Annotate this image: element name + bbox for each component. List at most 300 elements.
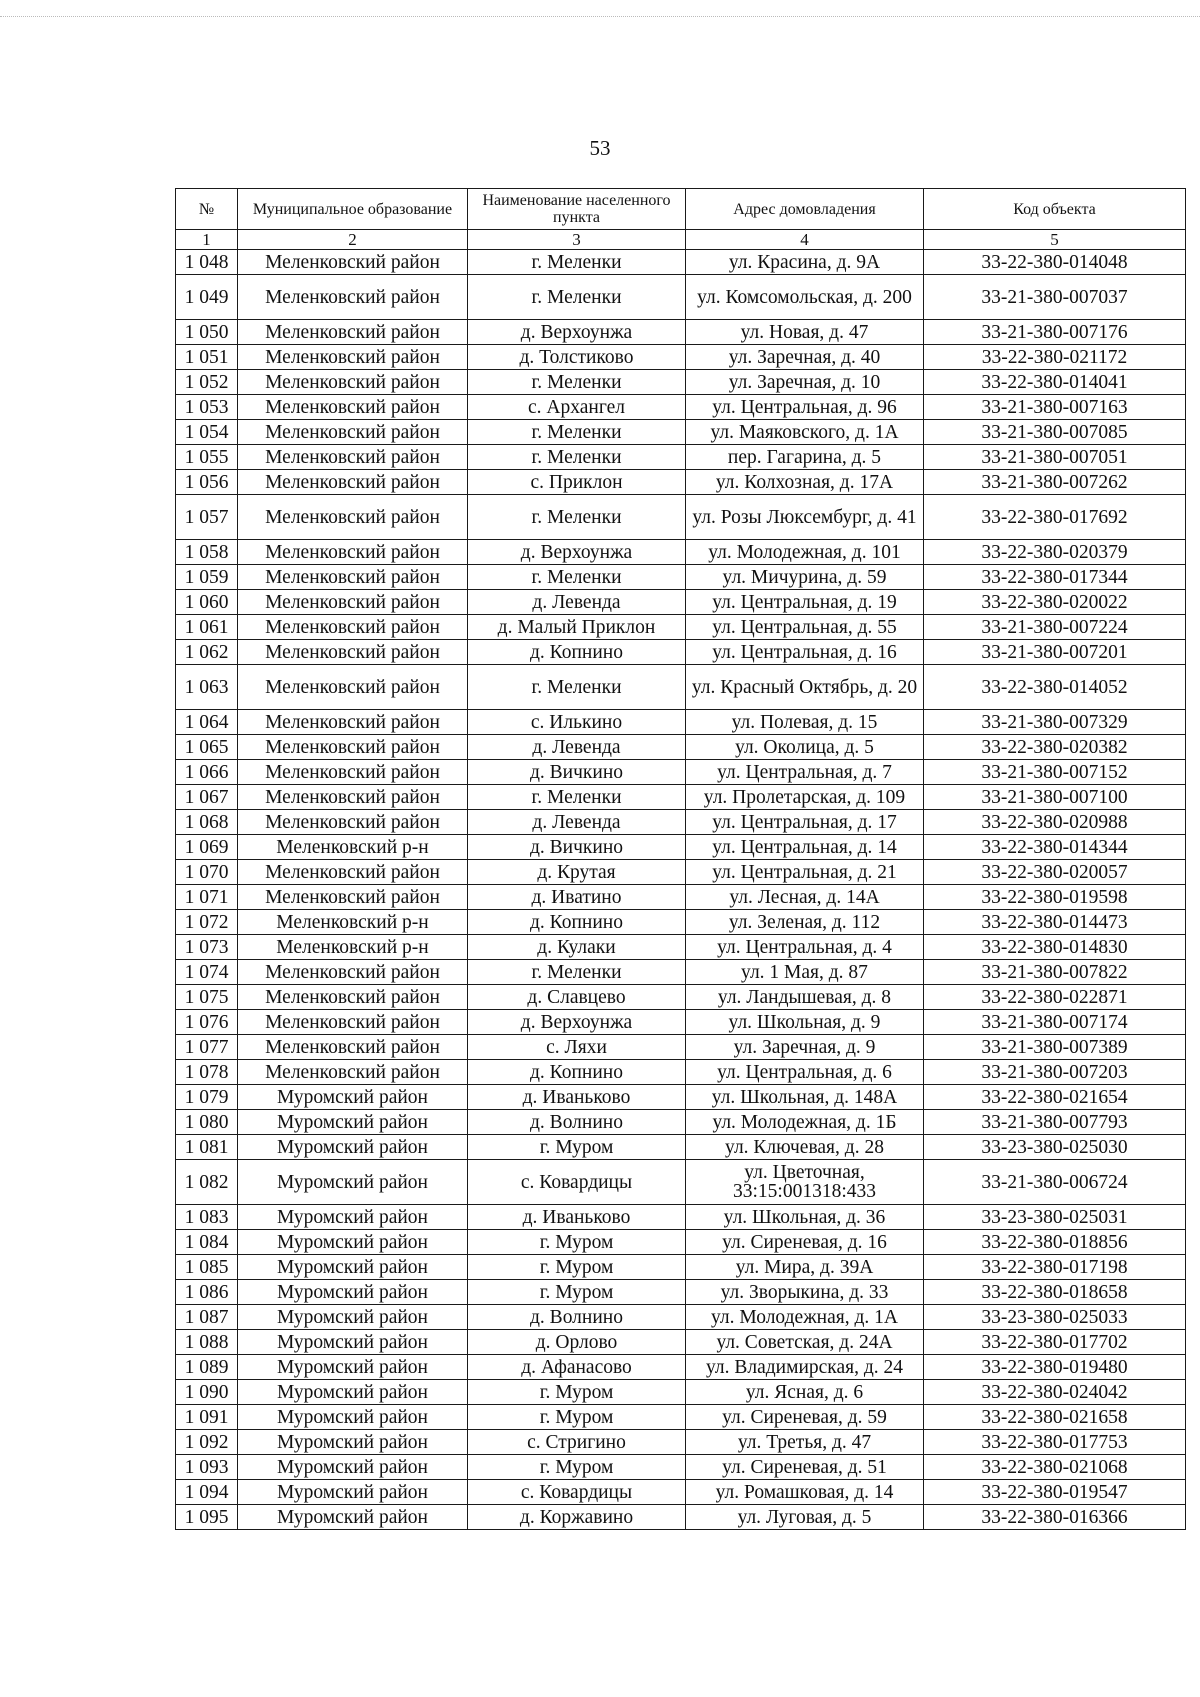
table-row	[176, 565, 1186, 590]
cell-number: 1 054	[176, 420, 238, 445]
cell-object-code: 33-21-380-007037	[924, 275, 1186, 320]
cell-object-code: 33-21-380-007176	[924, 320, 1186, 345]
cell-municipality: Меленковский район	[238, 275, 468, 320]
cell-settlement: г. Меленки	[468, 785, 686, 810]
cell-object-code: 33-22-380-018658	[924, 1280, 1186, 1305]
cell-number: 1 057	[176, 495, 238, 540]
cell-number: 1 090	[176, 1380, 238, 1405]
registry-table	[175, 188, 1186, 1530]
cell-municipality: Меленковский район	[238, 395, 468, 420]
table-row	[176, 1205, 1186, 1230]
table-row	[176, 345, 1186, 370]
cell-address: ул. Маяковского, д. 1А	[686, 420, 924, 445]
cell-number: 1 050	[176, 320, 238, 345]
cell-settlement: г. Меленки	[468, 420, 686, 445]
cell-address: ул. Новая, д. 47	[686, 320, 924, 345]
cell-object-code: 33-22-380-017702	[924, 1330, 1186, 1355]
cell-address: ул. Полевая, д. 15	[686, 710, 924, 735]
cell-municipality: Меленковский район	[238, 860, 468, 885]
cell-number: 1 076	[176, 1010, 238, 1035]
cell-settlement: с. Ковардицы	[468, 1480, 686, 1505]
table-row	[176, 665, 1186, 710]
cell-municipality: Муромский район	[238, 1205, 468, 1230]
table-row	[176, 785, 1186, 810]
cell-number: 1 051	[176, 345, 238, 370]
cell-number: 1 072	[176, 910, 238, 935]
cell-number: 1 082	[176, 1160, 238, 1205]
cell-object-code: 33-21-380-007224	[924, 615, 1186, 640]
table-row	[176, 910, 1186, 935]
cell-number: 1 062	[176, 640, 238, 665]
cell-address: ул. Ключевая, д. 28	[686, 1135, 924, 1160]
table-row	[176, 1505, 1186, 1530]
cell-object-code: 33-22-380-021654	[924, 1085, 1186, 1110]
cell-address: ул. Пролетарская, д. 109	[686, 785, 924, 810]
cell-settlement: д. Крутая	[468, 860, 686, 885]
cell-object-code: 33-23-380-025033	[924, 1305, 1186, 1330]
cell-number: 1 071	[176, 885, 238, 910]
column-number-cell: 4	[686, 230, 924, 250]
cell-address: ул. 1 Мая, д. 87	[686, 960, 924, 985]
cell-address: ул. Луговая, д. 5	[686, 1505, 924, 1530]
cell-address: ул. Ромашковая, д. 14	[686, 1480, 924, 1505]
cell-address: ул. Ландышевая, д. 8	[686, 985, 924, 1010]
table-row	[176, 470, 1186, 495]
column-number-row	[176, 230, 1186, 250]
cell-settlement: г. Муром	[468, 1255, 686, 1280]
cell-object-code: 33-21-380-007822	[924, 960, 1186, 985]
cell-settlement: с. Ляхи	[468, 1035, 686, 1060]
cell-address: ул. Красный Октябрь, д. 20	[686, 665, 924, 710]
cell-settlement: д. Орлово	[468, 1330, 686, 1355]
cell-object-code: 33-21-380-007329	[924, 710, 1186, 735]
cell-object-code: 33-22-380-017344	[924, 565, 1186, 590]
cell-address: ул. Центральная, д. 7	[686, 760, 924, 785]
cell-address: ул. Заречная, д. 40	[686, 345, 924, 370]
cell-number: 1 068	[176, 810, 238, 835]
cell-number: 1 078	[176, 1060, 238, 1085]
cell-settlement: с. Илькино	[468, 710, 686, 735]
cell-object-code: 33-22-380-016366	[924, 1505, 1186, 1530]
cell-object-code: 33-21-380-007152	[924, 760, 1186, 785]
cell-municipality: Муромский район	[238, 1160, 468, 1205]
cell-address: ул. Мичурина, д. 59	[686, 565, 924, 590]
cell-settlement: г. Меленки	[468, 250, 686, 275]
cell-number: 1 073	[176, 935, 238, 960]
cell-settlement: д. Левенда	[468, 810, 686, 835]
table-row	[176, 445, 1186, 470]
cell-number: 1 079	[176, 1085, 238, 1110]
cell-number: 1 083	[176, 1205, 238, 1230]
cell-address: ул. Центральная, д. 6	[686, 1060, 924, 1085]
cell-number: 1 088	[176, 1330, 238, 1355]
header-cell-municipality: Муниципальное образование	[238, 189, 468, 230]
cell-number: 1 059	[176, 565, 238, 590]
cell-address: пер. Гагарина, д. 5	[686, 445, 924, 470]
cell-municipality: Меленковский район	[238, 320, 468, 345]
table-row	[176, 395, 1186, 420]
cell-settlement: г. Меленки	[468, 495, 686, 540]
cell-municipality: Муромский район	[238, 1330, 468, 1355]
cell-object-code: 33-22-380-019598	[924, 885, 1186, 910]
cell-municipality: Муромский район	[238, 1110, 468, 1135]
table-header-row	[176, 189, 1186, 230]
cell-settlement: д. Кулаки	[468, 935, 686, 960]
cell-address: ул. Школьная, д. 148А	[686, 1085, 924, 1110]
table-row	[176, 1480, 1186, 1505]
cell-settlement: д. Малый Приклон	[468, 615, 686, 640]
cell-number: 1 095	[176, 1505, 238, 1530]
cell-settlement: г. Муром	[468, 1230, 686, 1255]
table-row	[176, 1305, 1186, 1330]
cell-address: ул. Комсомольская, д. 200	[686, 275, 924, 320]
table-row	[176, 615, 1186, 640]
cell-address: ул. Молодежная, д. 101	[686, 540, 924, 565]
cell-settlement: с. Архангел	[468, 395, 686, 420]
cell-municipality: Меленковский район	[238, 495, 468, 540]
cell-settlement: с. Приклон	[468, 470, 686, 495]
cell-settlement: г. Меленки	[468, 275, 686, 320]
cell-address: ул. Розы Люксембург, д. 41	[686, 495, 924, 540]
header-cell-address: Адрес домовладения	[686, 189, 924, 230]
cell-address: ул. Владимирская, д. 24	[686, 1355, 924, 1380]
cell-number: 1 049	[176, 275, 238, 320]
cell-municipality: Меленковский район	[238, 785, 468, 810]
cell-municipality: Меленковский район	[238, 985, 468, 1010]
cell-number: 1 064	[176, 710, 238, 735]
cell-municipality: Меленковский район	[238, 470, 468, 495]
page-number: 53	[589, 136, 611, 160]
cell-object-code: 33-22-380-014344	[924, 835, 1186, 860]
cell-municipality: Муромский район	[238, 1135, 468, 1160]
cell-number: 1 092	[176, 1430, 238, 1455]
cell-object-code: 33-22-380-021658	[924, 1405, 1186, 1430]
column-number-cell: 3	[468, 230, 686, 250]
cell-object-code: 33-21-380-007051	[924, 445, 1186, 470]
cell-settlement: д. Вичкино	[468, 760, 686, 785]
cell-municipality: Меленковский район	[238, 885, 468, 910]
table-row	[176, 250, 1186, 275]
cell-number: 1 058	[176, 540, 238, 565]
cell-object-code: 33-21-380-006724	[924, 1160, 1186, 1205]
table-row	[176, 495, 1186, 540]
cell-object-code: 33-21-380-007100	[924, 785, 1186, 810]
cell-number: 1 080	[176, 1110, 238, 1135]
cell-address: ул. Центральная, д. 96	[686, 395, 924, 420]
cell-municipality: Меленковский район	[238, 1010, 468, 1035]
table-row	[176, 710, 1186, 735]
column-number-cell: 1	[176, 230, 238, 250]
cell-municipality: Меленковский район	[238, 760, 468, 785]
table-row	[176, 1110, 1186, 1135]
cell-number: 1 053	[176, 395, 238, 420]
cell-object-code: 33-22-380-017692	[924, 495, 1186, 540]
table-row	[176, 1330, 1186, 1355]
cell-municipality: Меленковский район	[238, 565, 468, 590]
cell-municipality: Меленковский район	[238, 345, 468, 370]
table-row	[176, 540, 1186, 565]
cell-settlement: д. Иваньково	[468, 1205, 686, 1230]
table-row	[176, 1280, 1186, 1305]
scan-edge-line	[0, 16, 1200, 18]
column-number-cell: 5	[924, 230, 1186, 250]
cell-settlement: д. Левенда	[468, 590, 686, 615]
cell-settlement: д. Волнино	[468, 1110, 686, 1135]
cell-number: 1 055	[176, 445, 238, 470]
table-row	[176, 1355, 1186, 1380]
cell-address: ул. Красина, д. 9А	[686, 250, 924, 275]
cell-object-code: 33-21-380-007793	[924, 1110, 1186, 1135]
cell-number: 1 085	[176, 1255, 238, 1280]
cell-object-code: 33-22-380-019480	[924, 1355, 1186, 1380]
header-cell-object-code: Код объекта	[924, 189, 1186, 230]
cell-address: ул. Околица, д. 5	[686, 735, 924, 760]
cell-settlement: д. Славцево	[468, 985, 686, 1010]
cell-object-code: 33-23-380-025030	[924, 1135, 1186, 1160]
cell-settlement: г. Муром	[468, 1380, 686, 1405]
cell-settlement: д. Коржавино	[468, 1505, 686, 1530]
cell-municipality: Меленковский район	[238, 1035, 468, 1060]
cell-number: 1 094	[176, 1480, 238, 1505]
table-row	[176, 1430, 1186, 1455]
cell-object-code: 33-21-380-007201	[924, 640, 1186, 665]
table-row	[176, 275, 1186, 320]
cell-settlement: г. Муром	[468, 1135, 686, 1160]
cell-address: ул. Сиреневая, д. 51	[686, 1455, 924, 1480]
table-row	[176, 1255, 1186, 1280]
table-row	[176, 1135, 1186, 1160]
cell-municipality: Меленковский район	[238, 1060, 468, 1085]
cell-settlement: г. Меленки	[468, 445, 686, 470]
cell-address: ул. Центральная, д. 4	[686, 935, 924, 960]
table-row	[176, 810, 1186, 835]
cell-municipality: Муромский район	[238, 1230, 468, 1255]
table-row	[176, 1160, 1186, 1205]
cell-municipality: Муромский район	[238, 1505, 468, 1530]
cell-address: ул. Колхозная, д. 17А	[686, 470, 924, 495]
cell-address: ул. Третья, д. 47	[686, 1430, 924, 1455]
cell-object-code: 33-22-380-020022	[924, 590, 1186, 615]
cell-municipality: Меленковский район	[238, 250, 468, 275]
cell-settlement: г. Муром	[468, 1280, 686, 1305]
cell-address: ул. Заречная, д. 10	[686, 370, 924, 395]
cell-number: 1 069	[176, 835, 238, 860]
cell-municipality: Муромский район	[238, 1085, 468, 1110]
cell-municipality: Муромский район	[238, 1355, 468, 1380]
cell-municipality: Меленковский район	[238, 445, 468, 470]
cell-settlement: д. Копнино	[468, 910, 686, 935]
column-number-cell: 2	[238, 230, 468, 250]
cell-municipality: Муромский район	[238, 1255, 468, 1280]
cell-settlement: с. Стригино	[468, 1430, 686, 1455]
header-cell-number: №	[176, 189, 238, 230]
cell-object-code: 33-21-380-007163	[924, 395, 1186, 420]
cell-municipality: Меленковский р-н	[238, 935, 468, 960]
cell-number: 1 066	[176, 760, 238, 785]
cell-municipality: Меленковский район	[238, 540, 468, 565]
cell-settlement: д. Иваньково	[468, 1085, 686, 1110]
header-cell-settlement: Наименование населенного пункта	[468, 189, 686, 230]
cell-municipality: Меленковский район	[238, 810, 468, 835]
cell-settlement: г. Меленки	[468, 665, 686, 710]
cell-object-code: 33-22-380-024042	[924, 1380, 1186, 1405]
table-row	[176, 320, 1186, 345]
cell-municipality: Меленковский район	[238, 615, 468, 640]
cell-object-code: 33-21-380-007085	[924, 420, 1186, 445]
cell-object-code: 33-22-380-021172	[924, 345, 1186, 370]
cell-address: ул. Центральная, д. 17	[686, 810, 924, 835]
table-row	[176, 1085, 1186, 1110]
cell-number: 1 075	[176, 985, 238, 1010]
table-row	[176, 1380, 1186, 1405]
registry-table-body	[176, 189, 1186, 1530]
cell-settlement: д. Толстиково	[468, 345, 686, 370]
cell-settlement: д. Вичкино	[468, 835, 686, 860]
cell-municipality: Муромский район	[238, 1305, 468, 1330]
cell-address: ул. Цветочная, 33:15:001318:433	[686, 1160, 924, 1205]
cell-municipality: Меленковский район	[238, 710, 468, 735]
cell-address: ул. Школьная, д. 9	[686, 1010, 924, 1035]
table-row	[176, 420, 1186, 445]
table-row	[176, 760, 1186, 785]
cell-settlement: д. Иватино	[468, 885, 686, 910]
cell-object-code: 33-22-380-014052	[924, 665, 1186, 710]
table-row	[176, 1405, 1186, 1430]
cell-number: 1 056	[176, 470, 238, 495]
cell-address: ул. Лесная, д. 14А	[686, 885, 924, 910]
cell-municipality: Меленковский р-н	[238, 835, 468, 860]
cell-number: 1 087	[176, 1305, 238, 1330]
cell-number: 1 063	[176, 665, 238, 710]
cell-number: 1 065	[176, 735, 238, 760]
table-row	[176, 1035, 1186, 1060]
cell-settlement: д. Верхоунжа	[468, 540, 686, 565]
cell-municipality: Меленковский район	[238, 420, 468, 445]
table-row	[176, 590, 1186, 615]
cell-address: ул. Молодежная, д. 1А	[686, 1305, 924, 1330]
cell-municipality: Меленковский район	[238, 960, 468, 985]
cell-number: 1 067	[176, 785, 238, 810]
cell-address: ул. Ясная, д. 6	[686, 1380, 924, 1405]
cell-municipality: Муромский район	[238, 1455, 468, 1480]
cell-object-code: 33-22-380-020379	[924, 540, 1186, 565]
cell-number: 1 074	[176, 960, 238, 985]
cell-address: ул. Школьная, д. 36	[686, 1205, 924, 1230]
cell-address: ул. Центральная, д. 55	[686, 615, 924, 640]
table-row	[176, 835, 1186, 860]
cell-object-code: 33-22-380-014473	[924, 910, 1186, 935]
cell-municipality: Меленковский р-н	[238, 910, 468, 935]
table-row	[176, 1060, 1186, 1085]
cell-settlement: г. Меленки	[468, 960, 686, 985]
cell-address: ул. Центральная, д. 16	[686, 640, 924, 665]
cell-object-code: 33-22-380-018856	[924, 1230, 1186, 1255]
cell-number: 1 052	[176, 370, 238, 395]
cell-municipality: Муромский район	[238, 1405, 468, 1430]
table-row	[176, 1010, 1186, 1035]
cell-municipality: Меленковский район	[238, 665, 468, 710]
cell-number: 1 089	[176, 1355, 238, 1380]
cell-object-code: 33-21-380-007262	[924, 470, 1186, 495]
table-row	[176, 935, 1186, 960]
cell-settlement: г. Муром	[468, 1405, 686, 1430]
cell-settlement: г. Меленки	[468, 565, 686, 590]
cell-address: ул. Зеленая, д. 112	[686, 910, 924, 935]
cell-settlement: д. Волнино	[468, 1305, 686, 1330]
cell-address: ул. Зворыкина, д. 33	[686, 1280, 924, 1305]
cell-object-code: 33-22-380-022871	[924, 985, 1186, 1010]
cell-settlement: г. Муром	[468, 1455, 686, 1480]
cell-number: 1 081	[176, 1135, 238, 1160]
cell-object-code: 33-22-380-014830	[924, 935, 1186, 960]
cell-settlement: д. Копнино	[468, 1060, 686, 1085]
cell-object-code: 33-22-380-014041	[924, 370, 1186, 395]
table-row	[176, 1230, 1186, 1255]
cell-object-code: 33-21-380-007389	[924, 1035, 1186, 1060]
table-row	[176, 860, 1186, 885]
cell-address: ул. Молодежная, д. 1Б	[686, 1110, 924, 1135]
cell-settlement: д. Верхоунжа	[468, 1010, 686, 1035]
cell-number: 1 091	[176, 1405, 238, 1430]
cell-number: 1 060	[176, 590, 238, 615]
cell-object-code: 33-22-380-019547	[924, 1480, 1186, 1505]
cell-municipality: Муромский район	[238, 1480, 468, 1505]
cell-municipality: Муромский район	[238, 1430, 468, 1455]
table-row	[176, 735, 1186, 760]
cell-address: ул. Сиреневая, д. 16	[686, 1230, 924, 1255]
cell-number: 1 048	[176, 250, 238, 275]
cell-object-code: 33-22-380-020988	[924, 810, 1186, 835]
cell-municipality: Меленковский район	[238, 370, 468, 395]
cell-object-code: 33-22-380-021068	[924, 1455, 1186, 1480]
cell-object-code: 33-23-380-025031	[924, 1205, 1186, 1230]
cell-number: 1 093	[176, 1455, 238, 1480]
cell-municipality: Меленковский район	[238, 640, 468, 665]
cell-number: 1 061	[176, 615, 238, 640]
cell-object-code: 33-22-380-017198	[924, 1255, 1186, 1280]
table-row	[176, 640, 1186, 665]
cell-object-code: 33-21-380-007203	[924, 1060, 1186, 1085]
cell-settlement: с. Ковардицы	[468, 1160, 686, 1205]
cell-address: ул. Центральная, д. 19	[686, 590, 924, 615]
cell-municipality: Меленковский район	[238, 590, 468, 615]
cell-address: ул. Центральная, д. 14	[686, 835, 924, 860]
cell-number: 1 086	[176, 1280, 238, 1305]
cell-address: ул. Советская, д. 24А	[686, 1330, 924, 1355]
cell-settlement: д. Афанасово	[468, 1355, 686, 1380]
cell-settlement: г. Меленки	[468, 370, 686, 395]
cell-settlement: д. Верхоунжа	[468, 320, 686, 345]
cell-address: ул. Центральная, д. 21	[686, 860, 924, 885]
cell-address: ул. Заречная, д. 9	[686, 1035, 924, 1060]
cell-municipality: Муромский район	[238, 1380, 468, 1405]
cell-number: 1 077	[176, 1035, 238, 1060]
cell-address: ул. Сиреневая, д. 59	[686, 1405, 924, 1430]
cell-municipality: Муромский район	[238, 1280, 468, 1305]
cell-object-code: 33-22-380-020057	[924, 860, 1186, 885]
cell-object-code: 33-22-380-014048	[924, 250, 1186, 275]
cell-settlement: д. Левенда	[468, 735, 686, 760]
cell-number: 1 070	[176, 860, 238, 885]
table-row	[176, 1455, 1186, 1480]
cell-object-code: 33-22-380-017753	[924, 1430, 1186, 1455]
cell-municipality: Меленковский район	[238, 735, 468, 760]
table-row	[176, 960, 1186, 985]
table-row	[176, 885, 1186, 910]
table-row	[176, 985, 1186, 1010]
cell-object-code: 33-21-380-007174	[924, 1010, 1186, 1035]
cell-object-code: 33-22-380-020382	[924, 735, 1186, 760]
